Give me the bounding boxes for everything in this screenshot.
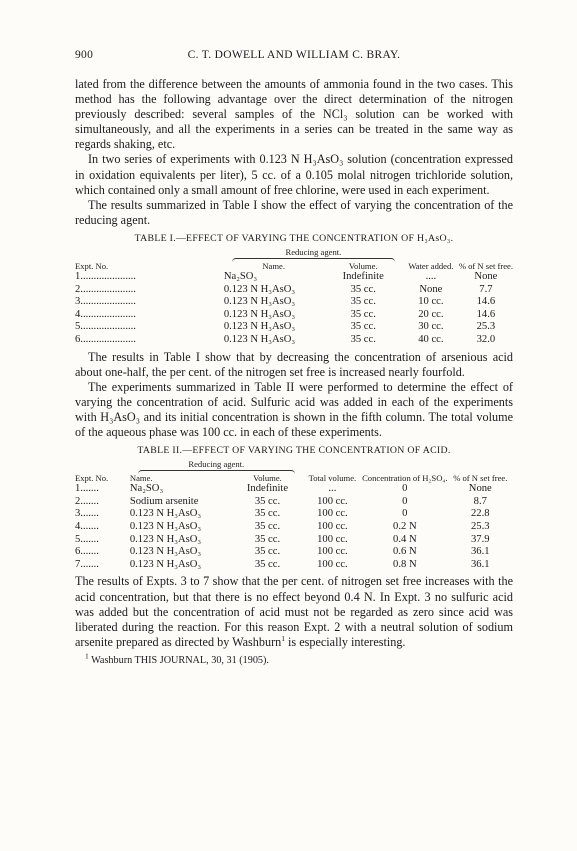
table2-cell: 35 cc. xyxy=(254,495,281,507)
table1-caption: TABLE I.—EFFECT OF VARYING THE CONCENTRATION OF H₃AsO₃. xyxy=(134,232,454,244)
dot-leader: ....... xyxy=(80,495,99,507)
paragraph-6 xyxy=(75,574,513,649)
table2-expt-cell xyxy=(75,534,130,547)
table1-group-label: Reducing agent. xyxy=(285,247,342,258)
table1-row xyxy=(75,284,513,297)
table1-col-name: Name. xyxy=(262,261,285,272)
table1-cell: 25.3 xyxy=(476,321,496,333)
table2-cell: 100 cc. xyxy=(317,533,348,545)
table2-cell: 0.8 N xyxy=(393,558,417,570)
table1-cell: 0.123 N H₃AsO₃ xyxy=(223,308,296,320)
table1-cell: 0.123 N H₃AsO₃ xyxy=(223,283,296,295)
paragraph-3: The results summarized in Table I show the effect of varying the concentration of the reducing agent. xyxy=(75,197,513,227)
table1-cell: 35 cc. xyxy=(350,321,376,333)
table2-row xyxy=(75,496,513,509)
footnote xyxy=(85,653,513,668)
table2-cell: 0 xyxy=(402,508,408,520)
table1-expt-number: 4 xyxy=(75,308,81,320)
table2-col-concentration: Concentration of H₂SO₄. xyxy=(362,473,448,484)
table1-expt-cell xyxy=(75,309,224,322)
table2-cell: 0.123 N H₃AsO₃ xyxy=(129,546,202,558)
table2-cell: 36.1 xyxy=(471,546,490,558)
table2-expt-cell xyxy=(75,521,130,534)
table2-col-total-volume: Total volume. xyxy=(308,473,357,484)
table2-cell: Indefinite xyxy=(246,483,289,495)
table2-cell: 0.2 N xyxy=(393,521,417,533)
table2-cell: 0.123 N H₃AsO₃ xyxy=(129,558,202,570)
table2-cell: Sodium arsenite xyxy=(129,495,199,507)
table2-row xyxy=(75,534,513,547)
table1-cell: 35 cc. xyxy=(350,283,376,295)
table1-cell: 0.123 N H₃AsO₃ xyxy=(223,321,296,333)
table1-cell: None xyxy=(474,271,498,283)
table2-cell: None xyxy=(468,483,492,495)
table1-expt-number: 3 xyxy=(75,296,81,308)
table-1 xyxy=(75,247,513,347)
dot-leader: ....... xyxy=(80,508,99,520)
dot-leader: ..................... xyxy=(80,321,136,333)
table2-cell: 0.123 N H₃AsO₃ xyxy=(129,521,202,533)
table2-cell: 35 cc. xyxy=(254,558,281,570)
dot-leader: ....... xyxy=(80,521,99,533)
footnote-text: Washburn THIS JOURNAL, 30, 31 (1905). xyxy=(91,654,269,666)
table1-expt-number: 5 xyxy=(75,321,81,333)
article-body xyxy=(75,77,513,668)
table2-expt-number: 5 xyxy=(75,533,81,545)
running-header xyxy=(75,49,513,65)
table2-cell: 100 cc. xyxy=(317,521,348,533)
table2-cell: 25.3 xyxy=(471,521,490,533)
table1-expt-cell xyxy=(75,296,224,309)
table1-expt-number: 6 xyxy=(75,334,81,345)
table1-row xyxy=(75,309,513,322)
table2-row xyxy=(75,546,513,559)
table2-row xyxy=(75,508,513,521)
dot-leader: ....... xyxy=(80,546,99,558)
dot-leader: ....... xyxy=(80,533,99,545)
table2-cell: 35 cc. xyxy=(254,546,281,558)
table2-cell: 100 cc. xyxy=(317,495,348,507)
table1-cell: Na₂SO₃ xyxy=(223,271,258,283)
table1-cell: 7.7 xyxy=(479,283,493,295)
table1-cell: 0.123 N H₃AsO₃ xyxy=(223,296,296,308)
table1-cell: 14.6 xyxy=(476,308,496,320)
table1-cell: 10 cc. xyxy=(418,296,444,308)
paragraph-6-tail: is especially interesting. xyxy=(284,634,406,649)
table2-cell: 0.6 N xyxy=(393,546,417,558)
table2-cell: 100 cc. xyxy=(317,546,348,558)
table1-cell: Indefinite xyxy=(342,271,384,283)
table2-group-label: Reducing agent. xyxy=(188,459,245,470)
table2-cell: Na₂SO₃ xyxy=(129,483,164,495)
table2-cell: 35 cc. xyxy=(254,533,281,545)
table1-row xyxy=(75,296,513,309)
table1-expt-cell xyxy=(75,334,224,347)
table2-row xyxy=(75,559,513,572)
table1-group-row xyxy=(75,247,513,262)
table1-cell: 35 cc. xyxy=(350,334,376,345)
table1-col-water: Water added. xyxy=(408,261,454,272)
table2-col-percent: % of N set free. xyxy=(453,473,508,484)
table1-expt-number: 1 xyxy=(75,271,81,283)
table1-expt-cell xyxy=(75,271,224,284)
table1-col-volume: Volume. xyxy=(348,261,378,272)
table2-expt-cell xyxy=(75,483,130,496)
table2-cell: 0 xyxy=(402,483,408,495)
dot-leader: ....... xyxy=(80,558,99,570)
table1-row xyxy=(75,271,513,284)
table1-cell: .... xyxy=(425,271,437,283)
dot-leader: ..................... xyxy=(80,296,136,308)
table2-cell: 0 xyxy=(402,495,408,507)
table2-cell: 37.9 xyxy=(471,533,490,545)
table1-cell: 35 cc. xyxy=(350,296,376,308)
table2-expt-cell xyxy=(75,508,130,521)
table2-expt-cell xyxy=(75,559,130,572)
table2-col-expt: Expt. No. xyxy=(75,473,109,484)
table1-row xyxy=(75,334,513,347)
table-2 xyxy=(75,459,513,571)
paragraph-2: In two series of experiments with 0.123 N H₃AsO₃ solution (concentration expressed in oxidation equivalents per liter), 5 cc. of a 0.105 molal nitrogen trichloride solution, which contained only a small amount of free chlorine, were used in each experiment. xyxy=(75,152,513,197)
table1-row xyxy=(75,321,513,334)
table1-col-expt: Expt. No. xyxy=(75,261,109,272)
table2-cell: ... xyxy=(328,483,337,495)
table2-expt-number: 6 xyxy=(75,546,81,558)
paragraph-5: The experiments summarized in Table II were performed to determine the effect of varying the concentration of acid. Sulfuric acid was added in each of the experiments with H₃AsO₃ and its initial concentration is shown in the fifth column. The total volume of the aqueous phase was 100 cc. in each of these experiments. xyxy=(75,379,513,440)
dot-leader: ..................... xyxy=(80,283,136,295)
table1-cell: 14.6 xyxy=(476,296,496,308)
table1-cell: None xyxy=(419,283,443,295)
table2-body xyxy=(75,483,513,571)
table2-col-name: Name. xyxy=(129,473,153,484)
table2-cell: 35 cc. xyxy=(254,508,281,520)
table1-body xyxy=(75,271,513,347)
table2-group-header xyxy=(130,459,303,474)
table1-cell: 35 cc. xyxy=(350,308,376,320)
table2-row xyxy=(75,521,513,534)
table1-cell: 0.123 N H₃AsO₃ xyxy=(223,334,296,345)
table2-caption: TABLE II.—EFFECT OF VARYING THE CONCENTRATION OF ACID. xyxy=(137,445,451,457)
table2-col-volume: Volume. xyxy=(253,473,282,484)
table2-cell: 0.4 N xyxy=(393,533,417,545)
table2-expt-number: 7 xyxy=(75,558,81,570)
dot-leader: ..................... xyxy=(80,334,136,345)
table2-row xyxy=(75,483,513,496)
table1-cell: 40 cc. xyxy=(418,334,444,345)
table1-cell: 32.0 xyxy=(476,334,496,345)
table2-cell: 100 cc. xyxy=(317,558,348,570)
table2-cell: 22.8 xyxy=(471,508,490,520)
page-number: 900 xyxy=(75,49,94,61)
table2-expt-cell xyxy=(75,496,130,509)
table2-expt-number: 2 xyxy=(75,495,81,507)
table2-cell: 8.7 xyxy=(473,495,487,507)
table1-cell: 20 cc. xyxy=(418,308,444,320)
table1-expt-number: 2 xyxy=(75,283,81,295)
table2-expt-cell xyxy=(75,546,130,559)
paragraph-6-text: The results of Expts. 3 to 7 show that the per cent. of nitrogen set free increases with the acid concentration, but that there is no effect beyond 0.4 N. In Expt. 3 no sulfuric acid was added but the concentration of acid must not be regarded as zero since acid was liberated during the reaction. For this reason Expt. 2 with a neutral solution of sodium arsenite prepared as directed by Washburn xyxy=(75,574,513,649)
table2-expt-number: 4 xyxy=(75,521,81,533)
footnote-ref: 1 xyxy=(281,633,285,643)
table2-expt-number: 3 xyxy=(75,508,81,520)
table2-expt-number: 1 xyxy=(75,483,81,495)
table1-header-row xyxy=(75,262,513,271)
running-title: C. T. DOWELL AND WILLIAM C. BRAY. xyxy=(187,49,401,61)
paragraph-1: lated from the difference between the amounts of ammonia found in the two cases. This method has the following advantage over the direct determination of the nitrogen previously described: several samples of the NCl₃ solution can be worked with simultaneously, and all the experiments in a series can be treated in the same way as regards shaking, etc. xyxy=(75,77,513,152)
table2-cell: 0.123 N H₃AsO₃ xyxy=(129,533,202,545)
dot-leader: ..................... xyxy=(80,308,136,320)
table2-cell: 36.1 xyxy=(471,558,490,570)
table2-header-row xyxy=(75,474,513,483)
dot-leader: ..................... xyxy=(80,271,136,283)
table2-cell: 0.123 N H₃AsO₃ xyxy=(129,508,202,520)
footnote-marker: 1 xyxy=(85,651,89,661)
table2-cell: 35 cc. xyxy=(254,521,281,533)
table2-group-row xyxy=(75,459,513,474)
table1-group-header xyxy=(224,247,403,262)
table2-cell: 100 cc. xyxy=(317,508,348,520)
dot-leader: ....... xyxy=(80,483,99,495)
table1-expt-cell xyxy=(75,284,224,297)
table1-cell: 30 cc. xyxy=(418,321,444,333)
table1-expt-cell xyxy=(75,321,224,334)
table1-col-percent: % of N set free. xyxy=(458,261,513,272)
paragraph-4: The results in Table I show that by decreasing the concentration of arsenious acid about one-half, the per cent. of the nitrogen set free is increased nearly fourfold. xyxy=(75,349,513,379)
